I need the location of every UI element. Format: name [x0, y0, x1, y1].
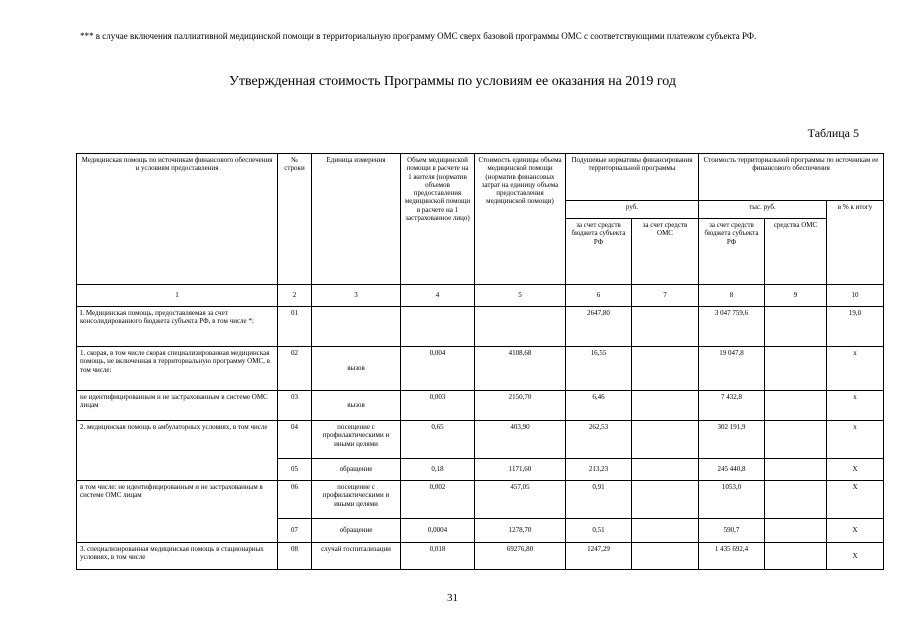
row-volume: 0,004: [401, 347, 475, 391]
row-unit: обращение: [312, 459, 401, 481]
table-row: [77, 391, 884, 421]
row-name: 1. скорая, в том числе скорая специализированная медицинская помощь, не включенная в территориальную программу ОМС, в том числе:: [77, 347, 278, 391]
header-unit: Единица измерения: [312, 154, 401, 285]
row-oms-rub: [632, 307, 699, 347]
row-unit-cost: 2150,70: [475, 391, 566, 421]
row-budget-rub: 262,53: [566, 421, 632, 459]
row-budget-rub: 2647,80: [566, 307, 632, 347]
row-unit: посещение с профилактическими и иными целями: [312, 481, 401, 519]
row-unit-cost: 69276,80: [475, 543, 566, 570]
row-number: 06: [278, 481, 312, 519]
row-unit: [312, 307, 401, 347]
row-budget-thous: 245 440,8: [699, 459, 765, 481]
row-percent: Х: [827, 519, 884, 543]
row-number: 08: [278, 543, 312, 570]
row-volume: 0,003: [401, 391, 475, 421]
row-percent: Х: [827, 481, 884, 519]
row-percent: 19,0: [827, 307, 884, 347]
table-row: [77, 421, 884, 459]
row-oms-rub: [632, 347, 699, 391]
row-volume: [401, 307, 475, 347]
col-number: 5: [475, 285, 566, 307]
row-oms-thous: [765, 481, 827, 519]
col-number: 10: [827, 285, 884, 307]
table-label: Таблица 5: [807, 126, 859, 140]
row-unit: случай госпитализации: [312, 543, 401, 570]
row-oms-thous: [765, 307, 827, 347]
row-oms-rub: [632, 543, 699, 570]
row-budget-rub: 16,55: [566, 347, 632, 391]
row-percent: х: [827, 421, 884, 459]
row-volume: 0,018: [401, 543, 475, 570]
row-budget-rub: 213,23: [566, 459, 632, 481]
row-budget-rub: 1247,29: [566, 543, 632, 570]
row-volume: 0,0004: [401, 519, 475, 543]
row-oms-thous: [765, 421, 827, 459]
header-percent: в % к итогу: [827, 201, 884, 285]
row-budget-thous: 590,7: [699, 519, 765, 543]
row-oms-rub: [632, 421, 699, 459]
row-oms-thous: [765, 543, 827, 570]
row-number: 01: [278, 307, 312, 347]
row-oms-rub: [632, 391, 699, 421]
header-program-cost: Стоимость территориальной программы по источникам ее финансового обеспечения: [699, 154, 884, 201]
row-name: не идентифицированным и не застрахованным в системе ОМС лицам: [77, 391, 278, 421]
header-budget-thous: за счет средств бюджета субъекта РФ: [699, 219, 765, 285]
header-budget-rub: за счет средств бюджета субъекта РФ: [566, 219, 632, 285]
col-number: 1: [77, 285, 278, 307]
header-rub: руб.: [566, 201, 699, 219]
header-per-capita: Подушевые нормативы финансирования территориальной программы: [566, 154, 699, 201]
row-volume: 0,18: [401, 459, 475, 481]
row-number: 05: [278, 459, 312, 481]
row-unit: посещение с профилактическими и иными целями: [312, 421, 401, 459]
row-unit-cost: 1171,60: [475, 459, 566, 481]
row-name: 2. медицинская помощь в амбулаторных условиях, в том числе: [77, 421, 278, 481]
header-service: Медицинская помощь по источникам финансового обеспечения и условиям предоставления: [77, 154, 278, 285]
row-percent: х: [827, 347, 884, 391]
row-budget-thous: 7 432,8: [699, 391, 765, 421]
header-oms-thous: средства ОМС: [765, 219, 827, 285]
col-number: 2: [278, 285, 312, 307]
row-unit: вызов: [312, 347, 401, 391]
row-percent: Х: [827, 543, 884, 570]
row-budget-thous: 3 047 759,6: [699, 307, 765, 347]
footnote: *** в случае включения паллиативной медицинской помощи в территориальную программу ОМС сверх базовой программы ОМС с соответствующими платежом субъекта РФ.: [80, 31, 757, 41]
row-percent: Х: [827, 459, 884, 481]
row-unit: обращение: [312, 519, 401, 543]
row-unit-cost: 4108,68: [475, 347, 566, 391]
page-title: Утвержденная стоимость Программы по условиям ее оказания на 2019 год: [229, 74, 676, 89]
row-volume: 0,65: [401, 421, 475, 459]
table-row: [77, 543, 884, 570]
col-number: 7: [632, 285, 699, 307]
row-oms-thous: [765, 519, 827, 543]
page-number: 31: [447, 592, 458, 604]
row-oms-thous: [765, 459, 827, 481]
row-budget-thous: 302 191,9: [699, 421, 765, 459]
row-name: I. Медицинская помощь, предоставляемая за счет консолидированного бюджета субъекта РФ, в том числе *:: [77, 307, 278, 347]
col-number: 4: [401, 285, 475, 307]
header-unit-cost: Стоимость единицы объема медицинской помощи (норматив финансовых затрат на единицу объема предоставления медицинской помощи): [475, 154, 566, 285]
table-row: [77, 307, 884, 347]
header-row-number: № строки: [278, 154, 312, 285]
row-volume: 0,002: [401, 481, 475, 519]
row-oms-rub: [632, 481, 699, 519]
row-number: 04: [278, 421, 312, 459]
row-unit: вызов: [312, 391, 401, 421]
row-unit-cost: 403,90: [475, 421, 566, 459]
row-budget-thous: 1 435 692,4: [699, 543, 765, 570]
header-volume: Объем медицинской помощи в расчете на 1 жителя (норматив объемов предоставления медицинской помощи в расчете на 1 застрахованное лицо): [401, 154, 475, 285]
col-number: 6: [566, 285, 632, 307]
cost-table: [76, 153, 884, 570]
row-number: 07: [278, 519, 312, 543]
row-number: 03: [278, 391, 312, 421]
header-thous-rub: тыс. руб.: [699, 201, 827, 219]
row-oms-rub: [632, 519, 699, 543]
row-budget-thous: 19 047,8: [699, 347, 765, 391]
row-budget-rub: 0,91: [566, 481, 632, 519]
row-budget-rub: 0,51: [566, 519, 632, 543]
header-row-1: [77, 154, 884, 201]
row-percent: х: [827, 391, 884, 421]
row-oms-thous: [765, 391, 827, 421]
header-oms-rub: за счет средств ОМС: [632, 219, 699, 285]
row-unit-cost: 1278,70: [475, 519, 566, 543]
row-budget-rub: 6,46: [566, 391, 632, 421]
row-name: 3. специализированная медицинская помощь в стационарных условиях, в том числе: [77, 543, 278, 570]
row-oms-thous: [765, 347, 827, 391]
row-name: в том числе: не идентифицированным и не застрахованным в системе ОМС лицам: [77, 481, 278, 543]
row-unit-cost: [475, 307, 566, 347]
row-unit-cost: 457,05: [475, 481, 566, 519]
table-row: [77, 347, 884, 391]
col-number: 3: [312, 285, 401, 307]
row-oms-rub: [632, 459, 699, 481]
row-budget-thous: 1053,0: [699, 481, 765, 519]
col-number: 8: [699, 285, 765, 307]
table-row: [77, 481, 884, 519]
row-number: 02: [278, 347, 312, 391]
col-number: 9: [765, 285, 827, 307]
column-number-row: [77, 285, 884, 307]
